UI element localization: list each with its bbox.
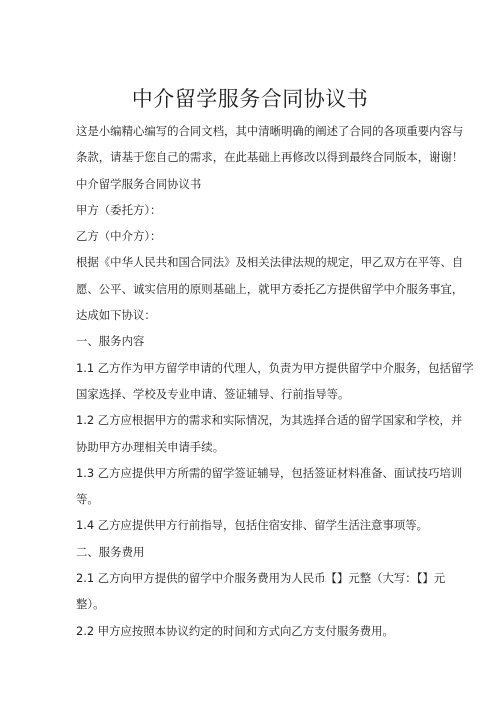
section-heading: 一、服务内容 [76,334,145,349]
body-line: 根据《中华人民共和国合同法》及相关法律法规的规定，甲乙双方在平等、自 [76,255,464,270]
body-line: 2.2 甲方应按照本协议约定的时间和方式向乙方支付服务费用。 [76,623,394,638]
body-line: 1.3 乙方应提供甲方所需的留学签证辅导，包括签证材料准备、面试技巧培训 [76,465,463,480]
body-line: 甲方（委托方）： [76,202,162,217]
body-line: 这是小编精心编写的合同文档，其中清晰明确的阐述了合同的各项重要内容与 [76,124,464,138]
body-line: 达成如下协议： [76,308,156,323]
body-line: 乙方（中介方）： [76,229,162,244]
section-heading: 二、服务费用 [76,544,145,559]
body-line: 2.1 乙方向甲方提供的留学中介服务费用为人民币【】元整（大写：【】元 [76,571,446,586]
body-line: 愿、公平、诚实信用的原则基础上，就甲方委托乙方提供留学中介服务事宜， [76,281,464,296]
body-line: 条款，请基于您自己的需求，在此基础上再修改以得到最终合同版本，谢谢！ [76,150,464,165]
document-title: 中介留学服务合同协议书 [131,87,369,111]
body-line: 中介留学服务合同协议书 [76,176,202,191]
body-line: 整）。 [76,597,105,612]
body-line: 1.1 乙方作为甲方留学申请的代理人，负责为甲方提供留学中介服务，包括留学 [76,360,474,375]
body-line: 1.2 乙方应根据甲方的需求和实际情况，为其选择合适的留学国家和学校，并 [76,413,463,428]
body-line: 1.4 乙方应提供甲方行前指导，包括住宿安排、留学生活注意事项等。 [76,518,429,533]
document-body [76,124,474,650]
body-line: 协助甲方办理相关申请手续。 [76,439,225,454]
body-line: 国家选择、学校及专业申请、签证辅导、行前指导等。 [76,386,350,401]
body-line: 等。 [76,492,99,507]
